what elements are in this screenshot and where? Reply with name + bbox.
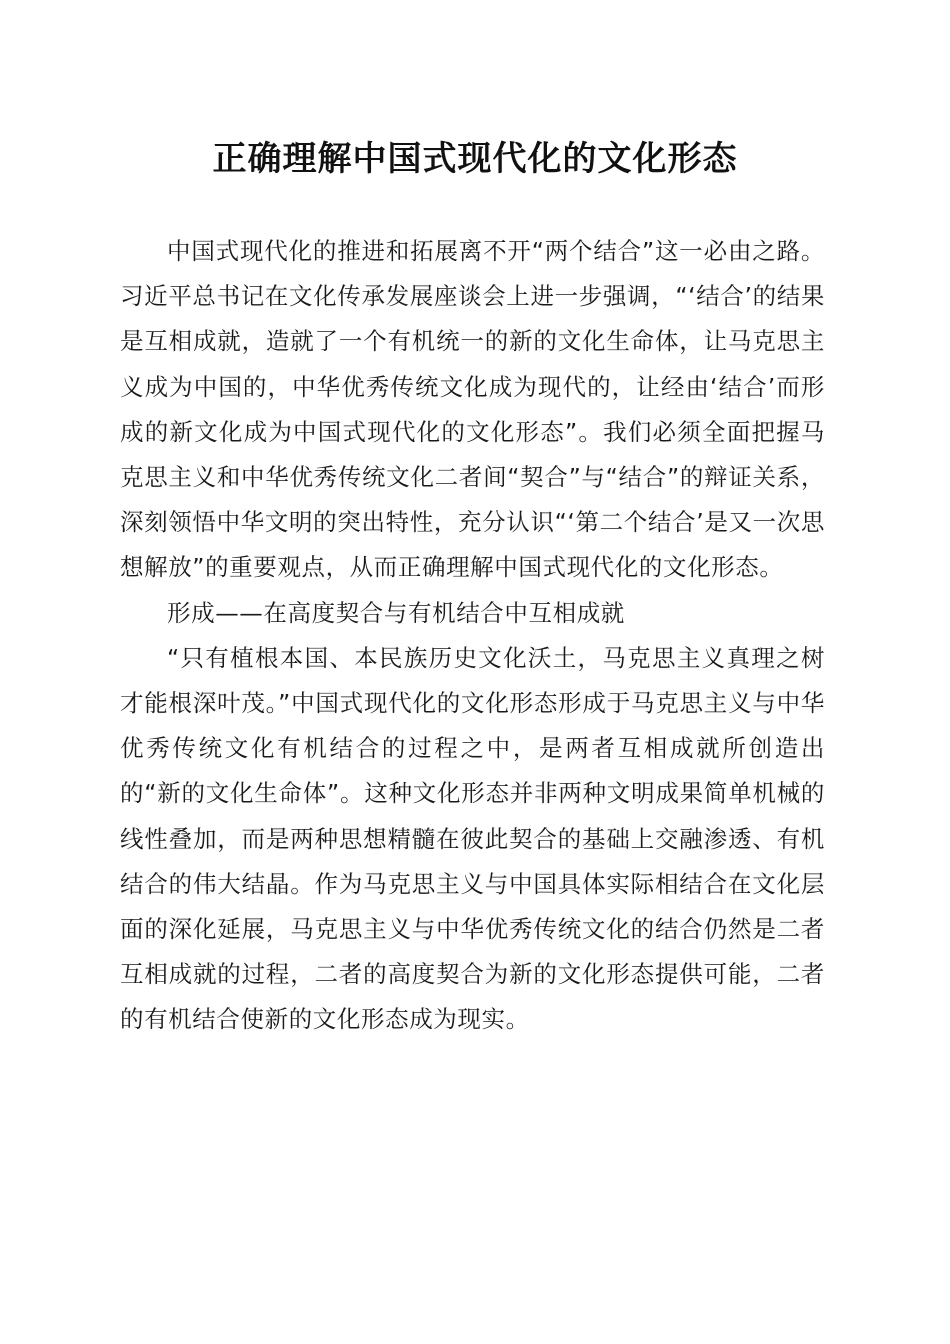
section-paragraph: “只有植根本国、本民族历史文化沃土，马克思主义真理之树才能根深叶茂。”中国式现代化的文化形态形成于马克思主义与中华优秀传统文化有机结合的过程之中，是两者互相成就所创造出的“新的文化生命体”。这种文化形态并非两种文明成果简单机械的线性叠加，而是两种思想精髓在彼此契合的基础上交融渗透、有机结合的伟大结晶。作为马克思主义与中国具体实际相结合在文化层面的深化延展，马克思主义与中华优秀传统文化的结合仍然是二者互相成就的过程，二者的高度契合为新的文化形态提供可能，二者的有机结合使新的文化形态成为现实。 <box>120 643 825 1034</box>
section-heading: 形成——在高度契合与有机结合中互相成就 <box>167 598 625 627</box>
intro-paragraph: 中国式现代化的推进和拓展离不开“两个结合”这一必由之路。习近平总书记在文化传承发展座谈会上进一步强调，“‘结合’的结果是互相成就，造就了一个有机统一的新的文化生命体，让马克思主义成为中国的，中华优秀传统文化成为现代的，让经由‘结合’而形成的新文化成为中国式现代化的文化形态”。我们必须全面把握马克思主义和中华优秀传统文化二者间“契合”与“结合”的辩证关系，深刻领悟中华文明的突出特性，充分认识“‘第二个结合’是又一次思想解放”的重要观点，从而正确理解中国式现代化的文化形态。 <box>120 237 825 582</box>
document-body <box>120 229 825 1043</box>
document-title: 正确理解中国式现代化的文化形态 <box>212 139 738 179</box>
